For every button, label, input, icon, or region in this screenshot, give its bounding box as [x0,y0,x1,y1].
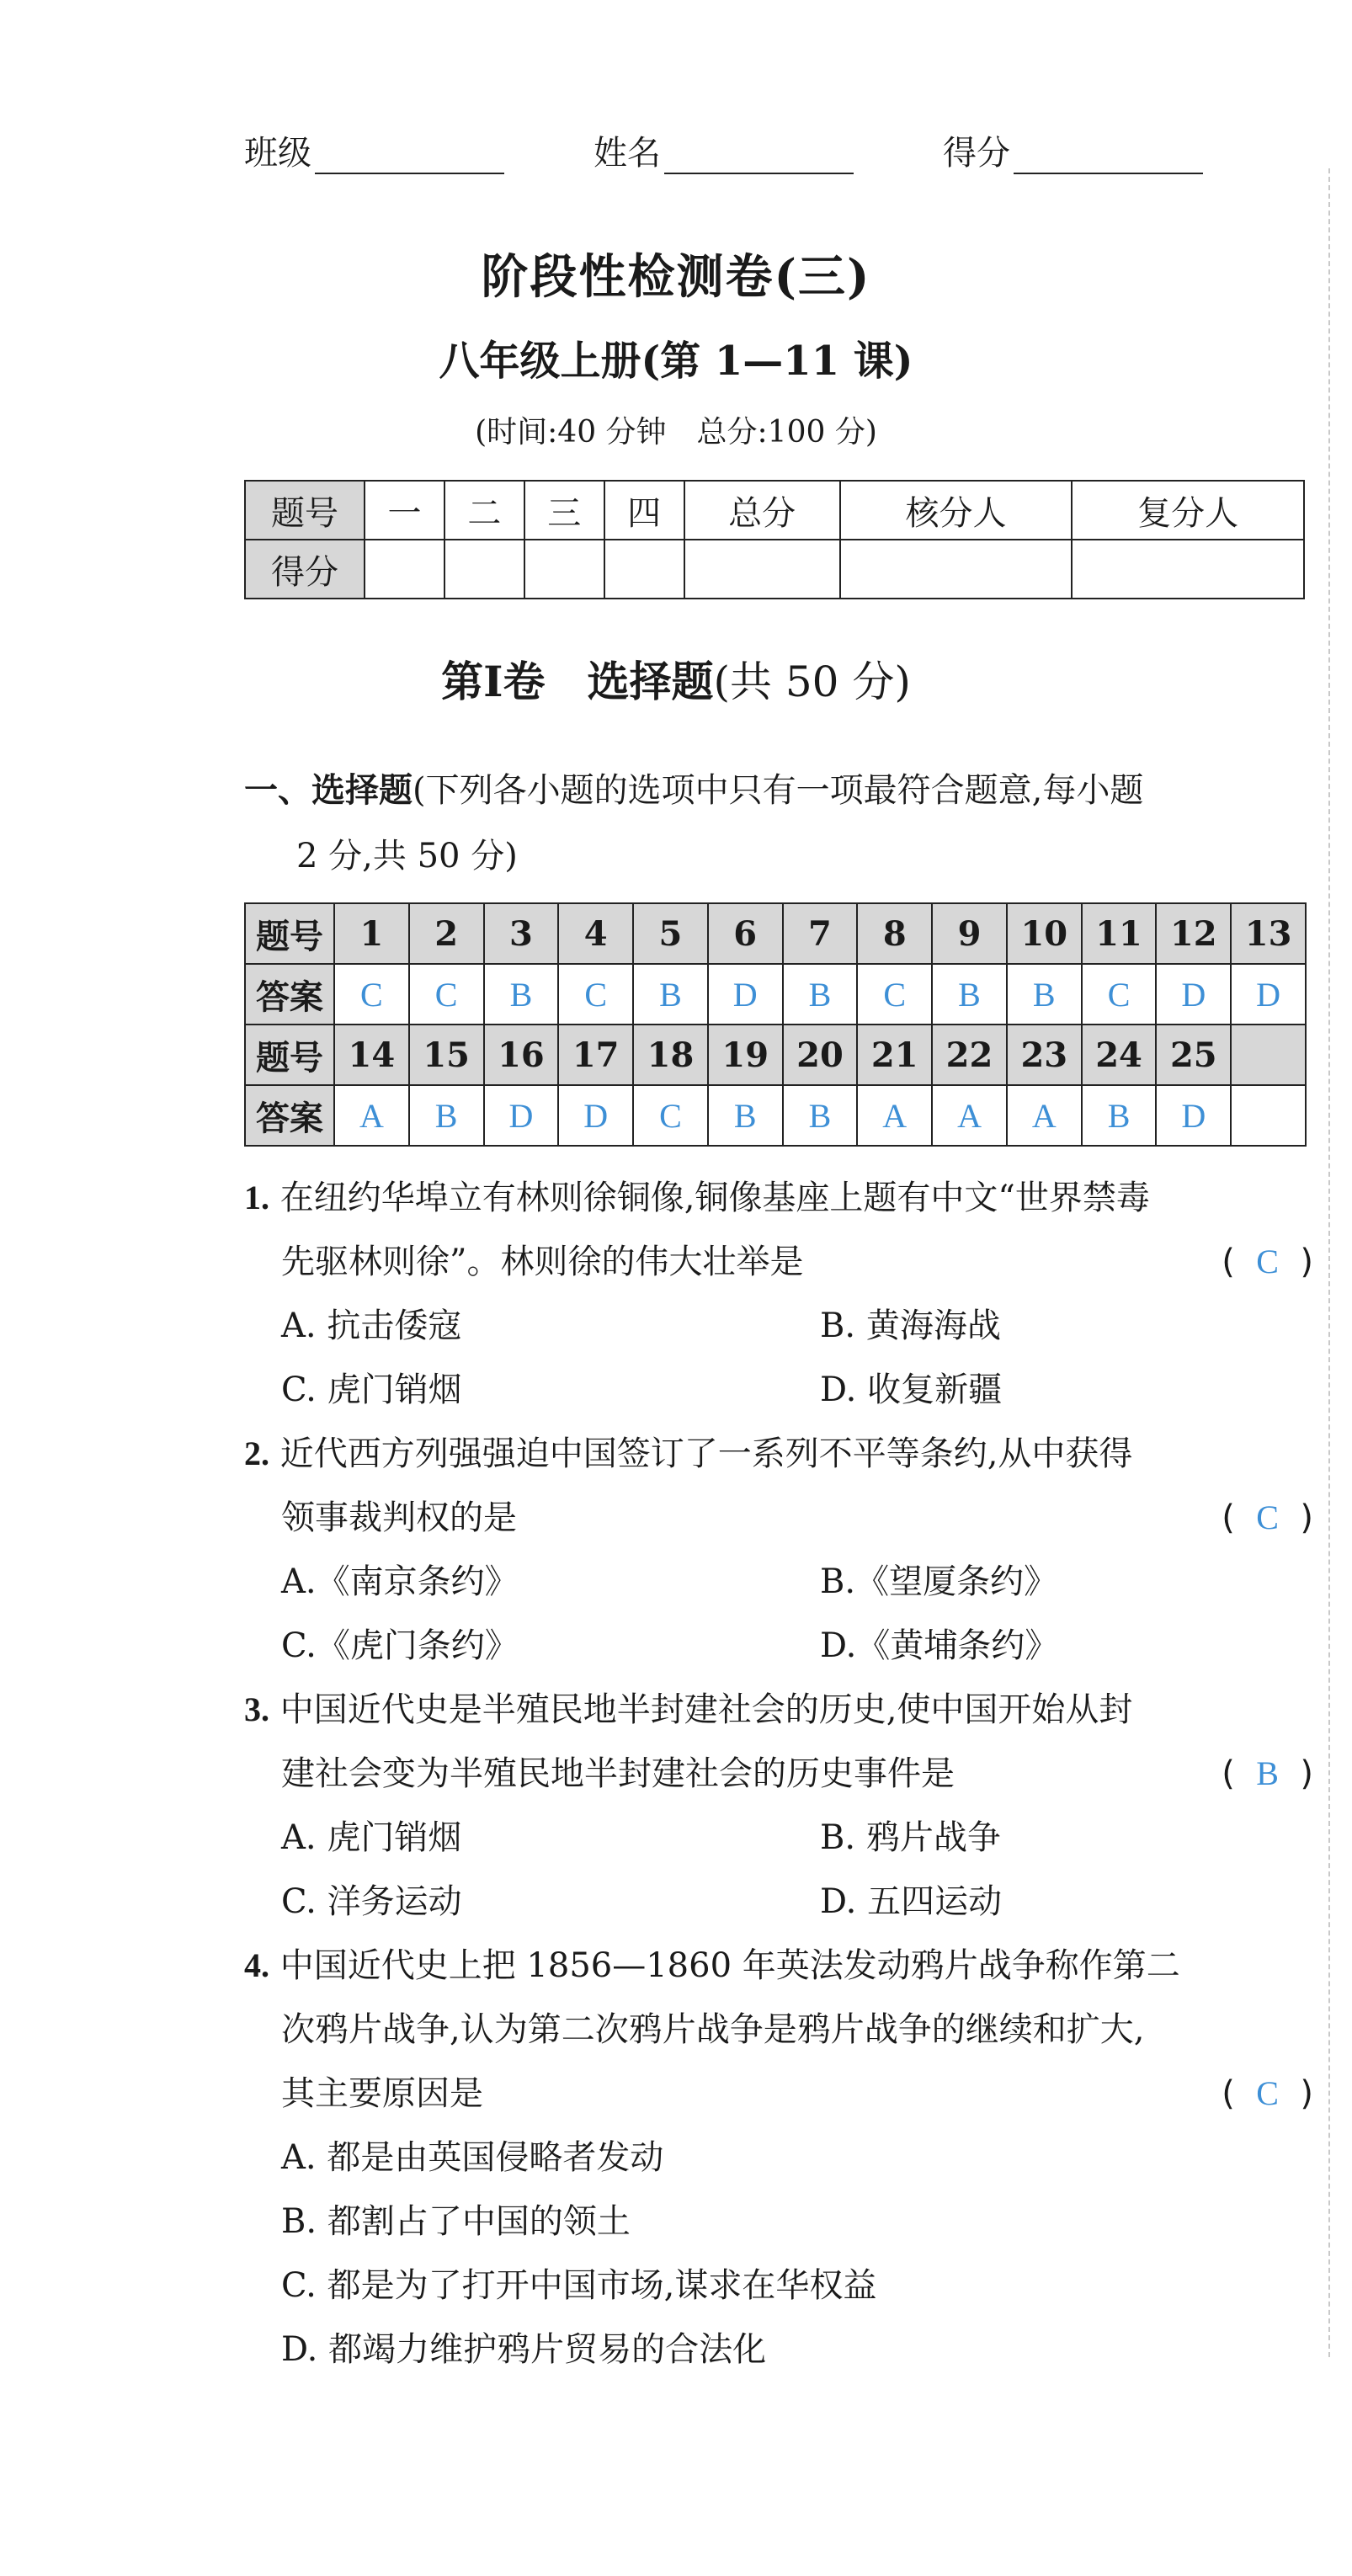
options [244,1550,1313,1678]
option-a[interactable]: A. 都是由英国侵略者发动 [281,2138,664,2177]
class-label: 班级 [244,134,311,173]
score-header-cell: 复分人 [1072,481,1304,540]
answer-cell[interactable]: B [409,1085,484,1146]
exam-title: 阶段性检测卷(三) [481,249,871,305]
question-number-cell: 25 [1156,1025,1231,1085]
score-header-cell: 核分人 [840,481,1073,540]
option-a[interactable]: A.《南京条约》 [281,1562,519,1601]
name-field[interactable] [593,126,854,174]
question-2 [244,1422,1313,1678]
question-number-cell: 5 [633,903,708,964]
score-table-score-row [245,540,1304,599]
question-number-cell: 24 [1082,1025,1157,1085]
score-header-cell: 总分 [684,481,840,540]
class-blank[interactable] [315,139,504,174]
answer-cell[interactable]: A [1007,1085,1082,1146]
option-d[interactable]: D. 五四运动 [820,1882,1003,1921]
answer-row-label: 答案 [245,964,334,1025]
answer-table-num-row [245,903,1306,964]
question-number-cell: 4 [558,903,633,964]
score-header-cell: 三 [524,481,604,540]
answer-letter: C [1256,2074,1279,2112]
options [244,1294,1313,1422]
answer-table-answer-row [245,964,1306,1025]
option-c[interactable]: C. 洋务运动 [281,1882,462,1921]
answer-letter: B [1256,1754,1279,1792]
score-row-label: 得分 [245,540,365,599]
question-stem: 中国近代史上把 1856—1860 年英法发动鸦片战争称作第二 [279,1946,1180,1985]
question-number: 1. [244,1179,269,1216]
option-b[interactable]: B. 黄海海战 [820,1307,1001,1345]
question-number: 3. [244,1690,269,1728]
class-field[interactable] [244,126,504,174]
option-b[interactable]: B. 鸦片战争 [820,1818,1001,1857]
question-number: 4. [244,1946,269,1984]
score-input-cell[interactable] [604,540,684,599]
option-b[interactable]: B. 都割占了中国的领土 [281,2202,631,2241]
option-d[interactable]: D. 都竭力维护鸦片贸易的合法化 [281,2330,767,2369]
question-number-cell: 15 [409,1025,484,1085]
section-title [0,648,1352,709]
question-number-cell: 14 [334,1025,409,1085]
answer-cell[interactable]: A [932,1085,1007,1146]
score-header-cell: 四 [604,481,684,540]
question-list [244,1166,1313,2382]
question-number-cell: 20 [783,1025,858,1085]
question-intro-text: (下列各小题的选项中只有一项最符合题意,每小题 [413,771,1144,810]
answer-cell[interactable]: A [857,1085,932,1146]
question-stem: 在纽约华埠立有林则徐铜像,铜像基座上题有中文“世界禁毒 [279,1179,1150,1217]
score-field[interactable] [943,126,1203,174]
score-input-cell[interactable] [524,540,604,599]
num-row-label: 题号 [245,1025,334,1085]
exam-subtitle: 八年级上册(第 1—11 课) [439,338,913,385]
question-number-cell: 2 [409,903,484,964]
option-c[interactable]: C. 虎门销烟 [281,1370,462,1409]
answer-cell[interactable]: D [1231,964,1306,1025]
section-title-points: (共 50 分) [713,657,911,706]
answer-cell[interactable]: B [633,964,708,1025]
question-number: 2. [244,1434,269,1472]
answer-cell[interactable]: B [708,1085,783,1146]
answer-letter: C [1256,1243,1279,1280]
question-stem-cont: 领事裁判权的是 [281,1498,517,1537]
answer-cell[interactable]: B [1082,1085,1157,1146]
score-input-cell[interactable] [840,540,1073,599]
num-row-label: 题号 [245,903,334,964]
answer-table [244,902,1307,1147]
question-4 [244,1934,1313,2382]
question-stem: 中国近代史是半殖民地半封建社会的历史,使中国开始从封 [279,1690,1133,1729]
question-number-cell: 17 [558,1025,633,1085]
score-label: 得分 [943,134,1010,173]
answer-cell[interactable]: C [558,964,633,1025]
answer-cell[interactable]: D [1156,1085,1231,1146]
question-stem-cont: 先驱林则徐”。林则徐的伟大壮举是 [281,1243,804,1281]
question-number-cell: 11 [1082,903,1157,964]
question-1 [244,1166,1313,1422]
option-a[interactable]: A. 虎门销烟 [281,1818,462,1857]
question-number-cell: 7 [783,903,858,964]
answer-cell[interactable]: C [857,964,932,1025]
answer-cell[interactable]: B [484,964,559,1025]
option-d[interactable]: D.《黄埔条约》 [820,1626,1059,1665]
answer-cell[interactable]: D [484,1085,559,1146]
answer-bracket[interactable]: ( C ) [1222,2074,1313,2113]
options [244,1806,1313,1934]
score-input-cell[interactable] [444,540,524,599]
question-number-cell: 16 [484,1025,559,1085]
answer-cell[interactable]: B [783,1085,858,1146]
answer-cell[interactable]: B [932,964,1007,1025]
question-stem-cont: 其主要原因是 [281,2074,483,2113]
option-c[interactable]: C. 都是为了打开中国市场,谋求在华权益 [281,2266,877,2305]
answer-bracket[interactable]: ( C ) [1222,1498,1313,1537]
question-number-cell: 21 [857,1025,932,1085]
answer-bracket[interactable]: ( C ) [1222,1243,1313,1281]
question-number-cell: 19 [708,1025,783,1085]
margin-dashed-line [1328,168,1330,2357]
answer-cell[interactable]: D [1156,964,1231,1025]
question-number-cell: 23 [1007,1025,1082,1085]
name-label: 姓名 [593,134,661,173]
question-number-cell: 18 [633,1025,708,1085]
answer-cell[interactable]: C [409,964,484,1025]
answer-cell[interactable]: C [1082,964,1157,1025]
answer-cell[interactable]: D [708,964,783,1025]
option-c[interactable]: C.《虎门条约》 [281,1626,519,1665]
question-number-cell: 1 [334,903,409,964]
question-number-cell: 22 [932,1025,1007,1085]
option-b[interactable]: B.《望厦条约》 [820,1562,1058,1601]
score-header-cell: 一 [365,481,444,540]
option-a[interactable]: A. 抗击倭寇 [281,1307,462,1345]
answer-cell[interactable]: C [633,1085,708,1146]
question-number-cell: 6 [708,903,783,964]
score-input-cell[interactable] [1072,540,1304,599]
answer-letter: C [1256,1498,1279,1536]
question-number-cell: 3 [484,903,559,964]
question-stem: 近代西方列强强迫中国签订了一系列不平等条约,从中获得 [279,1434,1133,1473]
answer-table-num-row [245,1025,1306,1085]
answer-cell[interactable]: C [334,964,409,1025]
answer-cell[interactable]: D [558,1085,633,1146]
score-input-cell[interactable] [684,540,840,599]
question-stem-cont: 次鸦片战争,认为第二次鸦片战争是鸦片战争的继续和扩大, [281,2010,1145,2049]
score-input-cell[interactable] [365,540,444,599]
answer-cell [1231,1085,1306,1146]
question-number-cell: 9 [932,903,1007,964]
question-stem-cont: 建社会变为半殖民地半封建社会的历史事件是 [281,1754,955,1793]
question-intro-prefix: 一、选择题 [244,771,413,810]
answer-row-label: 答案 [245,1085,334,1146]
answer-cell[interactable]: B [783,964,858,1025]
score-header-cell: 二 [444,481,524,540]
question-intro [244,758,1313,889]
score-table [244,480,1305,599]
answer-cell[interactable]: B [1007,964,1082,1025]
score-header-cell: 题号 [245,481,365,540]
question-number-cell: 10 [1007,903,1082,964]
question-number-cell: 13 [1231,903,1306,964]
section-title-bold: 第Ⅰ卷 选择题 [441,657,714,706]
question-number-cell: 12 [1156,903,1231,964]
answer-bracket[interactable]: ( B ) [1222,1754,1313,1793]
answer-table-answer-row [245,1085,1306,1146]
answer-cell[interactable]: A [334,1085,409,1146]
name-blank[interactable] [664,139,854,174]
question-intro-cont: 2 分,共 50 分) [296,837,518,876]
score-table-header-row [245,481,1304,540]
question-number-cell [1231,1025,1306,1085]
exam-info: (时间:40 分钟 总分:100 分) [475,415,877,450]
option-d[interactable]: D. 收复新疆 [820,1370,1003,1409]
score-blank[interactable] [1014,139,1203,174]
options [244,2126,1313,2382]
question-number-cell: 8 [857,903,932,964]
question-3 [244,1678,1313,1934]
